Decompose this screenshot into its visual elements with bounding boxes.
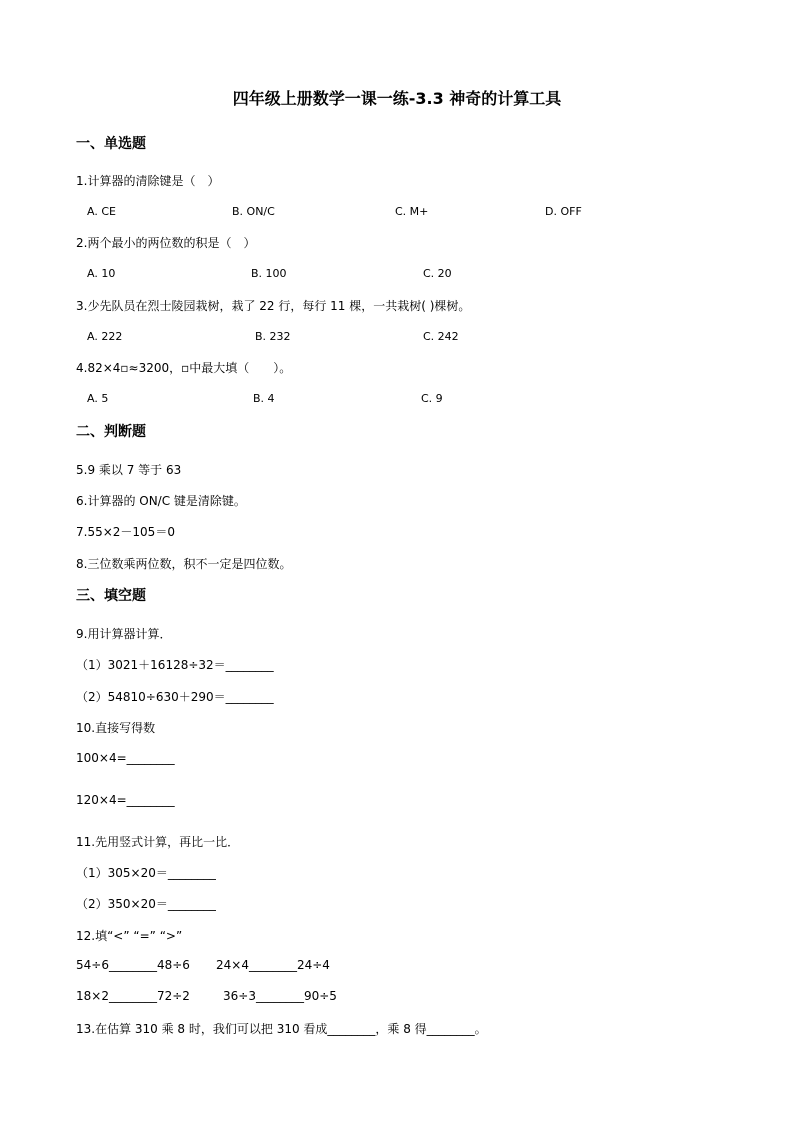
q4-option-b: B. 4 <box>253 392 275 405</box>
question-11: 11.先用竖式计算，再比一比． <box>76 835 240 849</box>
question-2: 2.两个最小的两位数的积是（ ） <box>76 236 256 250</box>
question-12-item-1: 54÷6________48÷6 <box>76 958 190 972</box>
section-heading-single-choice: 一、单选题 <box>76 136 146 152</box>
question-4: 4.82×4▫≈3200，▫中最大填（ ）。 <box>76 361 292 375</box>
question-9-part-2: （2）54810÷630＋290＝________ <box>76 690 274 704</box>
question-13: 13.在估算 310 乘 8 时，我们可以把 310 看成________，乘 8 得________。 <box>76 1022 487 1036</box>
question-3: 3.少先队员在烈士陵园栽树，栽了 22 行，每行 11 棵，一共栽树( )棵树。 <box>76 299 471 313</box>
q3-option-b: B. 232 <box>255 330 291 343</box>
question-6: 6.计算器的 ON/C 键是清除键。 <box>76 494 246 508</box>
q3-option-c: C. 242 <box>423 330 459 343</box>
question-12-item-3: 18×2________72÷2 <box>76 989 190 1003</box>
section-heading-true-false: 二、判断题 <box>76 424 146 440</box>
question-1: 1.计算器的清除键是（ ） <box>76 174 220 188</box>
q1-option-b: B. ON/C <box>232 205 275 218</box>
q2-option-b: B. 100 <box>251 267 287 280</box>
question-11-part-1: （1）305×20＝________ <box>76 866 216 880</box>
q3-option-a: A. 222 <box>87 330 123 343</box>
q1-option-a: A. CE <box>87 205 116 218</box>
q1-option-c: C. M+ <box>395 205 429 218</box>
question-11-part-2: （2）350×20＝________ <box>76 897 216 911</box>
question-5: 5.9 乘以 7 等于 63 <box>76 463 182 477</box>
question-10-part-2: 120×4=________ <box>76 793 175 807</box>
question-9-part-1: （1）3021＋16128÷32＝________ <box>76 658 274 672</box>
question-8: 8.三位数乘两位数，积不一定是四位数。 <box>76 557 292 571</box>
page-title: 四年级上册数学一课一练-3.3 神奇的计算工具 <box>232 89 562 108</box>
q4-option-c: C. 9 <box>421 392 443 405</box>
question-10-part-1: 100×4=________ <box>76 751 175 765</box>
section-heading-fill-blank: 三、填空题 <box>76 588 146 604</box>
q2-option-a: A. 10 <box>87 267 116 280</box>
q2-option-c: C. 20 <box>423 267 452 280</box>
question-12-item-2: 24×4________24÷4 <box>216 958 330 972</box>
question-7: 7.55×2－105＝0 <box>76 525 175 539</box>
question-9: 9.用计算器计算． <box>76 627 172 641</box>
question-10: 10.直接写得数 <box>76 721 156 735</box>
question-12-item-4: 36÷3________90÷5 <box>223 989 337 1003</box>
q1-option-d: D. OFF <box>545 205 582 218</box>
question-12: 12.填“<” “=” “>” <box>76 929 183 943</box>
q4-option-a: A. 5 <box>87 392 109 405</box>
